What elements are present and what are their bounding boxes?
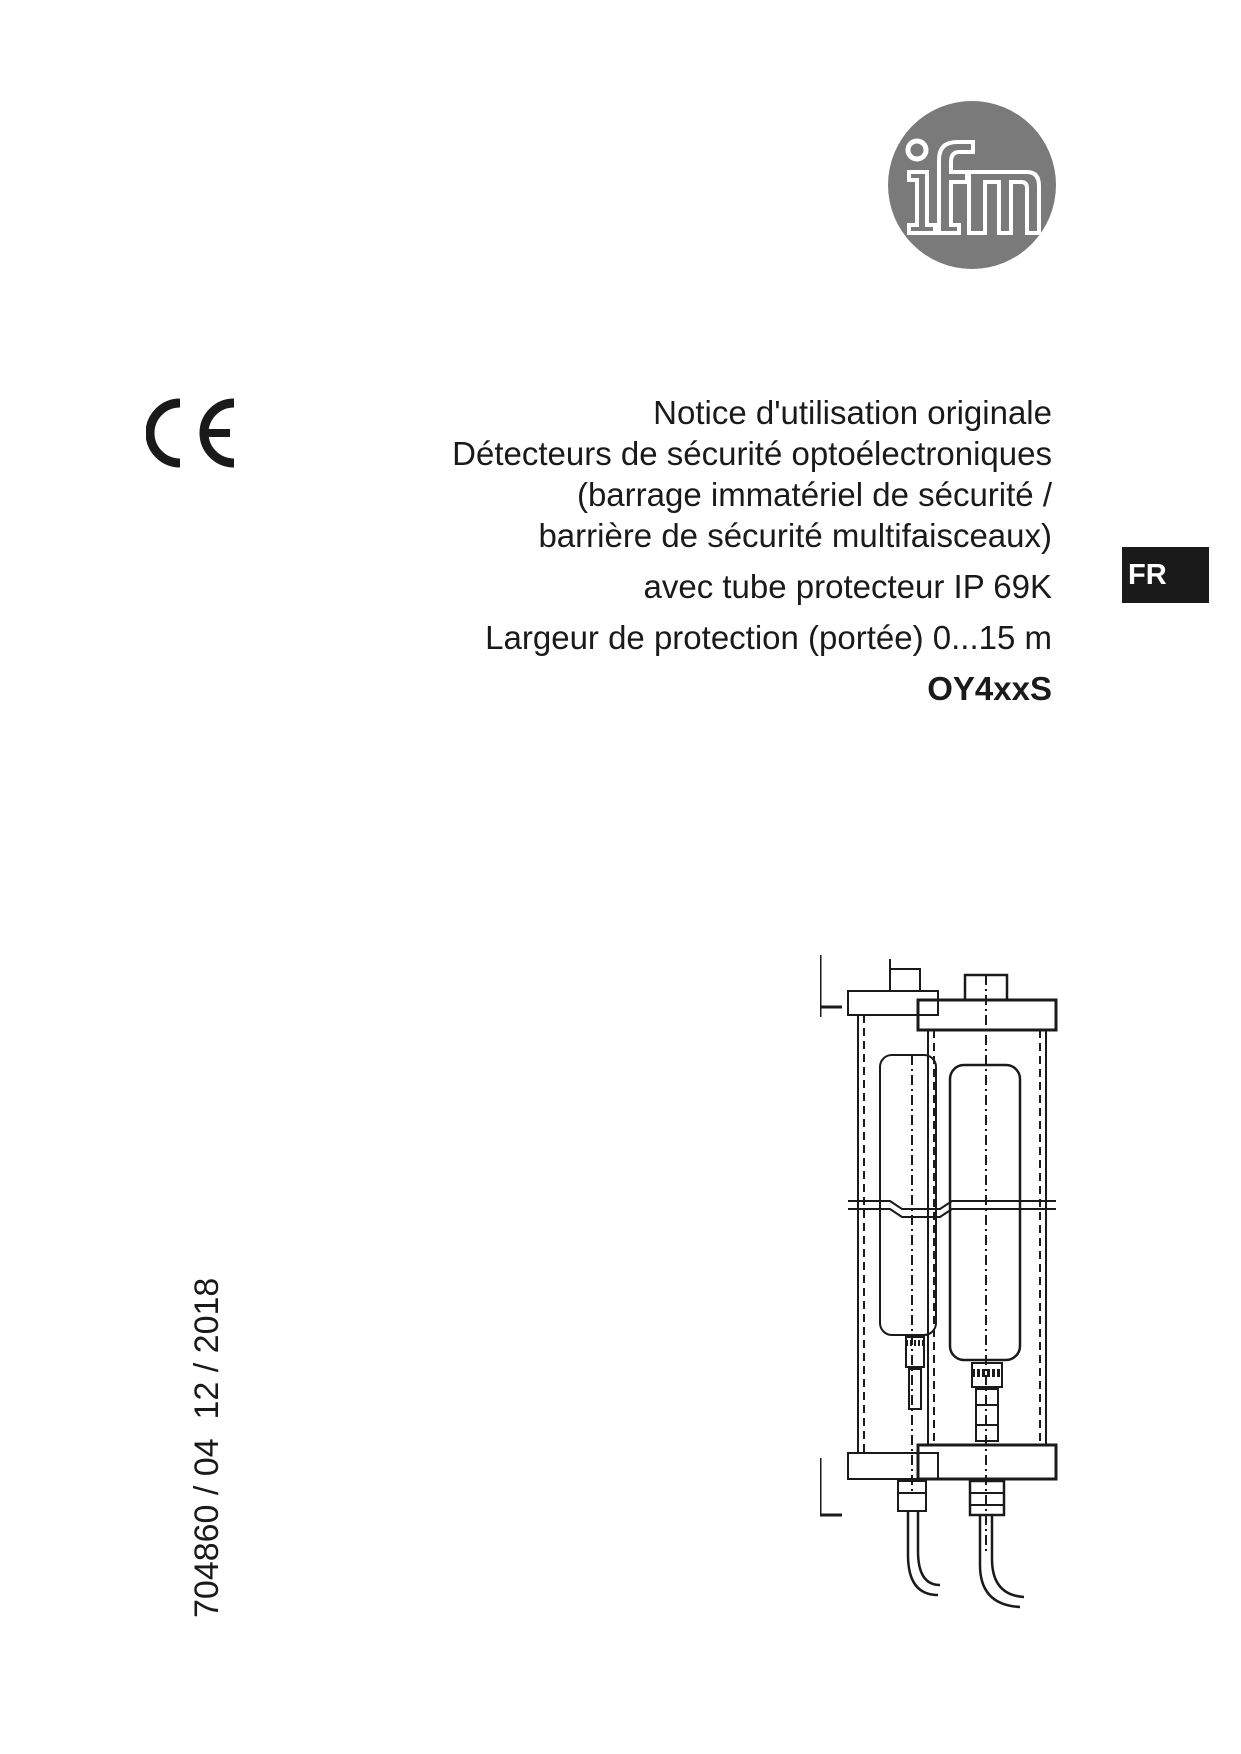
ifm-logo-icon: [887, 100, 1057, 270]
title-line-4: barrière de sécurité multifaisceaux): [538, 517, 1052, 554]
title-line-1: Notice d'utilisation originale: [653, 394, 1052, 431]
title-line-6: Largeur de protection (portée) 0...15 m: [485, 619, 1052, 656]
safety-light-curtain-drawing-icon: [820, 955, 1060, 1620]
title-line-3: (barrage immatériel de sécurité /: [576, 476, 1052, 513]
title-block: [332, 392, 1052, 709]
ce-mark-icon: [146, 397, 246, 469]
title-line-5: avec tube protecteur IP 69K: [643, 568, 1052, 605]
model-number: OY4xxS: [927, 670, 1052, 707]
document-number: 704860 / 04 12 / 2018: [188, 1277, 226, 1618]
title-line-2: Détecteurs de sécurité optoélectroniques: [452, 435, 1052, 472]
language-tab: FR: [1122, 547, 1209, 603]
